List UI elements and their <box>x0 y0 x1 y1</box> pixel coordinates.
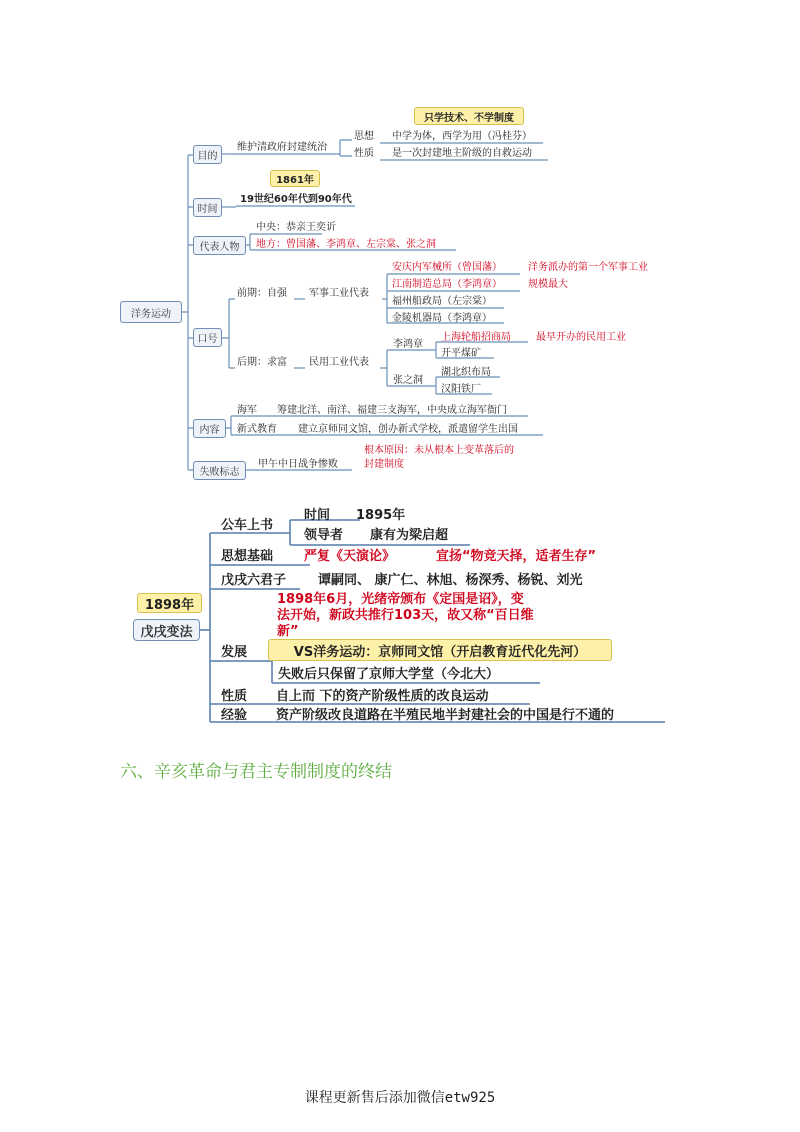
note-label: 1861年 <box>276 175 314 186</box>
li-label: 李鸿章 <box>393 339 423 350</box>
junshi-note: 规模最大 <box>528 279 568 290</box>
year-badge-1898 <box>137 593 202 613</box>
branch-xingzhi: 性质 <box>221 689 248 704</box>
li-item: 上海轮船招商局 <box>441 332 511 343</box>
mudi-main: 维护清政府封建统治 <box>237 142 327 153</box>
renwu-difang: 地方：曾国藩、李鸿章、左宗棠、张之洞 <box>256 239 436 250</box>
branch-fazhan: 发展 <box>221 645 248 660</box>
zhang-item: 汉阳铁厂 <box>441 384 481 395</box>
fazhan-text: 法开始，新政共推行103天，故又称“百日维 <box>277 608 534 623</box>
jingyan-text: 资产阶级改良道路在半殖民地半封建社会的中国是行不通的 <box>276 708 615 723</box>
junshi-item: 福州船政局（左宗棠） <box>392 296 492 307</box>
branch-label: 内容 <box>199 425 220 436</box>
branch-label: 口号 <box>197 334 218 345</box>
section-heading: 六、辛亥革命与君主专制制度的终结 <box>120 762 392 782</box>
lingdao-label: 领导者 <box>304 528 344 543</box>
li-item: 开平煤矿 <box>441 348 481 359</box>
qianqi-label: 前期：自强 <box>237 288 287 299</box>
vs-note <box>268 639 612 661</box>
zhang-item: 湖北织布局 <box>441 367 491 378</box>
vs-label: VS洋务运动：京师同文馆（开启教育近代化先河） <box>293 644 587 660</box>
note-label: 只学技术、不学制度 <box>424 112 514 124</box>
xingzhi-text: 自上而 下的资产阶级性质的改良运动 <box>276 689 489 704</box>
sixiang-text: 中学为体，西学为用（冯桂芬） <box>392 131 532 142</box>
root-node-wuxu <box>133 619 200 641</box>
xingzhi-label: 性质 <box>354 148 374 159</box>
renwu-zhongyang: 中央：恭亲王奕䜣 <box>256 222 336 233</box>
junshi-item: 金陵机器局（李鸿章） <box>392 313 492 324</box>
root-label: 戊戌变法 <box>140 624 193 640</box>
branch-label: 代表人物 <box>199 242 240 253</box>
xingzhi-text: 是一次封建地主阶级的自救运动 <box>392 148 532 159</box>
li-note: 最早开办的民用工业 <box>536 332 626 343</box>
houqi-label: 后期：求富 <box>237 357 287 368</box>
branch-label: 目的 <box>197 151 218 162</box>
liujunzi-text: 谭嗣同、 康广仁、林旭、杨深秀、杨锐、刘光 <box>318 573 583 588</box>
branch-gongche: 公车上书 <box>221 518 274 533</box>
jiaoyu-text: 建立京师同文馆，创办新式学校，派遣留学生出国 <box>298 424 518 435</box>
year-label: 1898年 <box>144 597 195 613</box>
shibai-reason: 根本原因：未从根本上变革落后的 <box>364 445 514 456</box>
branch-liujunzi: 戊戌六君子 <box>221 573 287 588</box>
sixiang-yanfu: 严复《天演论》 <box>304 549 396 564</box>
sixiang-xuanyang: 宣扬“物竞天择，适者生存” <box>436 549 597 564</box>
root-label: 洋务运动 <box>131 308 171 320</box>
zhang-label: 张之洞 <box>393 375 423 386</box>
lingdao-value: 康有为梁启超 <box>370 528 449 543</box>
branch-sixiang: 思想基础 <box>221 549 274 564</box>
branch-jingyan: 经验 <box>221 708 248 723</box>
junshi-note: 洋务派办的第一个军事工业 <box>528 262 648 273</box>
junshi-item: 江南制造总局（李鸿章） <box>392 279 502 290</box>
junshi-item: 安庆内军械所（曾国藩） <box>392 262 502 273</box>
branch-label: 失败标志 <box>199 467 240 478</box>
minyong-label: 民用工业代表 <box>309 357 369 368</box>
fazhan-text: 新” <box>277 624 299 639</box>
haijun-text: 筹建北洋、南洋、福建三支海军，中央成立海军衙门 <box>277 405 507 416</box>
fazhan-shibai: 失败后只保留了京师大学堂（今北大） <box>278 667 500 682</box>
jiaoyu-label: 新式教育 <box>237 424 277 435</box>
shibai-text: 甲午中日战争惨败 <box>258 459 338 470</box>
shijian-label: 时间 <box>304 508 331 523</box>
branch-label: 时间 <box>197 204 218 215</box>
haijun-label: 海军 <box>237 405 257 416</box>
shijian-value: 1895年 <box>356 508 406 523</box>
fazhan-text: 1898年6月，光绪帝颁布《定国是诏》，变 <box>277 592 524 607</box>
shibai-reason: 封建制度 <box>364 459 404 470</box>
sixiang-label: 思想 <box>354 131 374 142</box>
shijian-text: 19世纪60年代到90年代 <box>240 194 352 205</box>
junshi-label: 军事工业代表 <box>309 288 369 299</box>
footer-note: 课程更新售后添加微信etw925 <box>304 1090 496 1106</box>
